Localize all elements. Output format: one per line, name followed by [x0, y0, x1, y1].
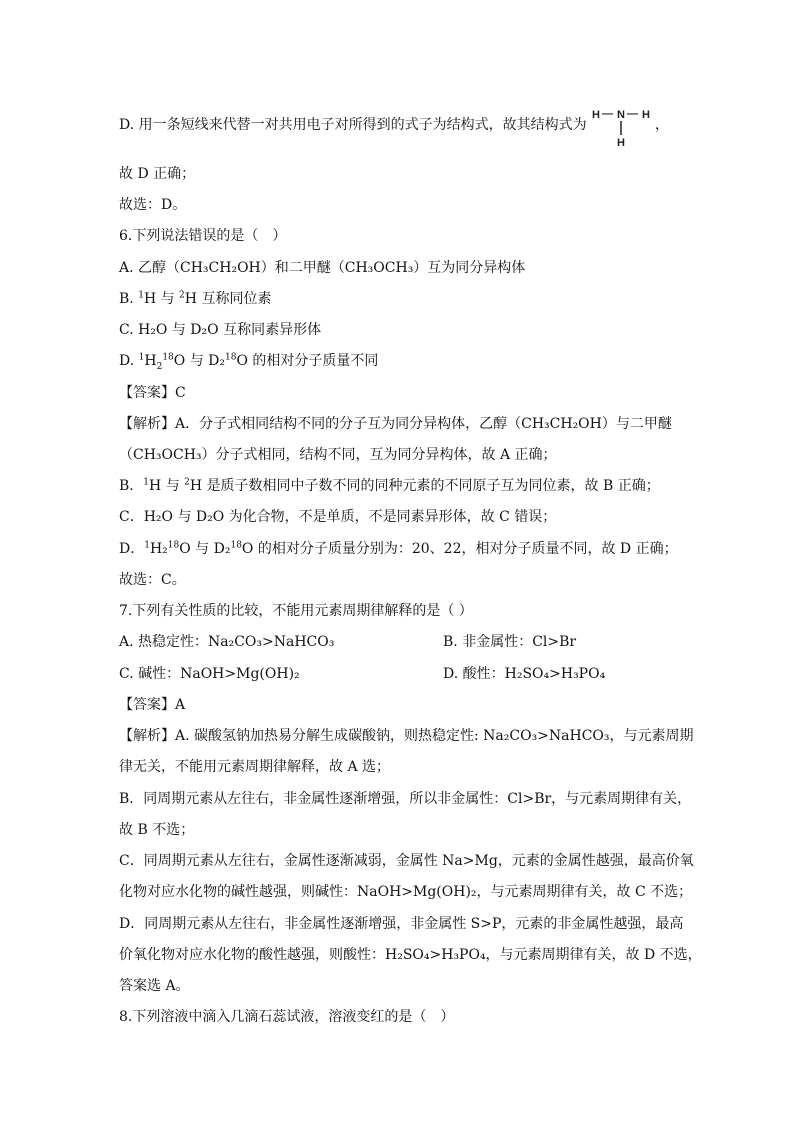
- q5-choice: 故选：D。: [119, 197, 187, 213]
- q7-option-d: D. 酸性：H₂SO₄>H₃PO₄: [443, 666, 606, 682]
- structure-h-right: H: [642, 109, 650, 121]
- structure-h-bottom: H: [617, 137, 625, 149]
- text: $H_2$: [144, 353, 163, 372]
- sup: 1: [138, 352, 145, 363]
- q5-option-d: [119, 115, 587, 135]
- sup: 1: [143, 477, 150, 488]
- sup: 2: [179, 290, 185, 301]
- q7-answer: 【答案】A: [119, 697, 186, 713]
- sup: 1: [138, 290, 144, 301]
- text: O 与 D₂: [179, 541, 231, 557]
- q6-option-a: A. 乙醇（CH₃CH₂OH）和二甲醚（CH₃OCH₃）互为同分异构体: [119, 260, 526, 276]
- q6-choice: 故选：C。: [119, 572, 186, 588]
- structure-bond-2: —: [627, 108, 638, 120]
- text: H 与: [149, 478, 185, 494]
- q7-option-c: C. 碱性：NaOH>Mg(OH)₂: [119, 666, 300, 682]
- q5-option-d-comma: ，: [655, 117, 669, 133]
- q6-option-b: [119, 289, 271, 309]
- text: B.: [119, 291, 139, 307]
- q7-option-b: B. 非金属性：Cl>Br: [443, 634, 577, 650]
- q6-option-c: C. H₂O 与 D₂O 互称同素异形体: [119, 322, 322, 338]
- text: D.: [119, 353, 139, 369]
- sup: 18: [230, 540, 242, 551]
- q7-explanation-8: 价氧化物对应水化物的酸性越强，则酸性：H₂SO₄>H₃PO₄，与元素周期律有关，故 D 不选，: [119, 947, 702, 963]
- q7-option-a: A. 热稳定性：Na₂CO₃>NaHCO₃: [119, 634, 335, 650]
- text: O 的相对分子质量不同: [236, 353, 379, 369]
- text: H₂: [149, 541, 168, 557]
- q6-explanation-4: C．H₂O 与 D₂O 为化合物，不是单质，不是同素异形体，故 C 错误；: [119, 509, 557, 525]
- q7-explanation-3: B．同周期元素从左往右，非金属性逐渐增强，所以非金属性：Cl>Br，与元素周期律有关，: [119, 791, 692, 807]
- q6-stem: 6.下列说法错误的是（ ）: [119, 228, 287, 244]
- sup: 1: [144, 540, 150, 551]
- sup: 18: [167, 540, 180, 551]
- q8-stem: 8.下列溶液中滴入几滴石蕊试液，溶液变红的是（ ）: [119, 1009, 455, 1025]
- q6-option-d: [119, 351, 378, 371]
- q6-explanation-1: 【解析】A．分子式相同结构不同的分子互为同分异构体，乙醇（CH₃CH₂OH）与二甲醚: [119, 416, 672, 432]
- q5-d-correct: 故 D 正确；: [119, 166, 196, 182]
- q7-stem: 7.下列有关性质的比较，不能用元素周期律解释的是（ ）: [119, 603, 473, 619]
- q7-explanation-6: 化物对应水化物的碱性越强，则碱性：NaOH>Mg(OH)₂，与元素周期律有关，故 C 不选；: [119, 884, 693, 900]
- sup: 18: [162, 352, 174, 363]
- sup: 18: [225, 352, 237, 363]
- structure-h-left: H: [592, 109, 600, 121]
- text: O 的相对分子质量分别为：20、22，相对分子质量不同，故 D 正确；: [241, 541, 678, 557]
- text: H 互称同位素: [184, 291, 272, 307]
- q7-explanation-5: C．同周期元素从左往右，金属性逐渐减弱，金属性 Na>Mg，元素的金属性越强，最高价氧: [119, 853, 694, 869]
- text: D．: [119, 541, 145, 557]
- structure-n: N: [617, 109, 625, 121]
- q6-explanation-5: [119, 539, 678, 559]
- q7-explanation-4: 故 B 不选；: [119, 822, 195, 838]
- q7-explanation-9: 答案选 A。: [119, 978, 190, 994]
- text: B．: [119, 478, 144, 494]
- structure-bond-1: —: [602, 108, 613, 120]
- text: O 与 D₂: [173, 353, 225, 369]
- q7-explanation-2: 律无关，不能用元素周期律解释，故 A 选；: [119, 759, 391, 775]
- text: H 与: [143, 291, 180, 307]
- q6-explanation-2: （CH₃OCH₃）分子式相同，结构不同，互为同分异构体，故 A 正确；: [119, 447, 557, 463]
- q7-explanation-1: 【解析】A. 碳酸氢钠加热易分解生成碳酸钠，则热稳定性: Na₂CO₃>NaHCO₃，与元素周期: [119, 728, 694, 744]
- sup: 2: [184, 477, 190, 488]
- q6-answer: 【答案】C: [119, 385, 186, 401]
- ammonia-structural-formula: [592, 103, 654, 149]
- text: H 是质子数相同中子数不同的同种元素的不同原子互为同位素，故 B 正确；: [189, 478, 660, 494]
- q6-explanation-3: [119, 476, 660, 496]
- q5-option-d-text: D. 用一条短线来代替一对共用电子对所得到的式子为结构式，故其结构式为: [119, 117, 587, 133]
- q7-explanation-7: D．同周期元素从左往右，非金属性逐渐增强，非金属性 S>P，元素的非金属性越强，最高: [119, 916, 684, 932]
